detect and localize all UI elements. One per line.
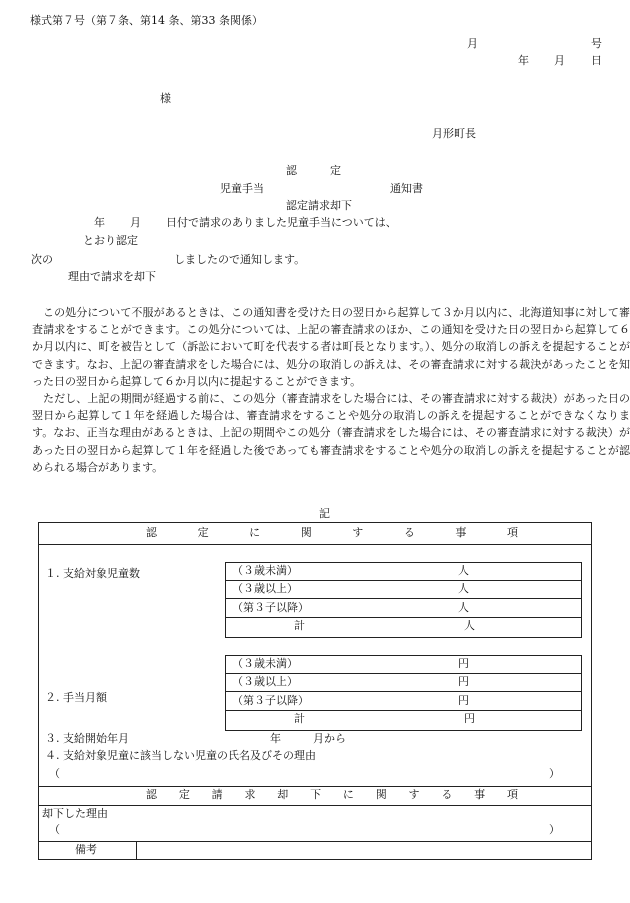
item3-year: 年	[270, 732, 281, 745]
monthly-amount-row-label: （３歳以上）	[232, 675, 298, 689]
title-nintei: 認 定	[286, 164, 341, 177]
body-line3-right: しましたので通知します。	[174, 253, 306, 266]
child-count-box	[225, 562, 582, 638]
remarks-label: 備考	[75, 843, 97, 856]
body-line2: とおり認定	[83, 234, 138, 247]
monthly-amount-row-label: 計	[294, 711, 305, 725]
paragraph-1: この処分について不服があるときは、この通知書を受けた日の翌日から起算して３か月以内に、北海道知事に対して審査請求をすることができます。この処分については、上記の審査請求のほか、この通知を受けた日の翌日から起算して６か月以内に、町を被告として（訴訟において町を代表する者は町長となります。）、処分の取消しの訴えを提起することができます。なお、上記の審査請求をした場合には、処分の取消しの訴えは、その審査請求に対する裁決があったことを知った日の翌日から起算して６か月以内に提起することができます。	[32, 306, 630, 388]
section1-header-char: 事	[455, 526, 467, 539]
item4-paren-open: （	[49, 767, 60, 780]
section2-header	[146, 788, 518, 803]
section1-header-char: 関	[300, 526, 312, 539]
child-count-row-unit: 人	[464, 618, 475, 632]
section1-header	[146, 526, 518, 541]
date-day: 日	[591, 54, 602, 67]
child-count-row-label: （第３子以降）	[232, 600, 309, 614]
title-kyakka: 認定請求却下	[286, 199, 352, 212]
child-count-row-unit: 人	[458, 582, 469, 596]
section1-header-char: す	[352, 526, 364, 539]
section2-header-char: す	[408, 788, 420, 801]
section1-header-char: に	[249, 526, 261, 539]
addressee-suffix: 様	[160, 92, 171, 105]
item2-label: ２. 手当月額	[45, 691, 107, 704]
title-jidou-teate: 児童手当	[220, 182, 264, 195]
section2-header-char: に	[342, 788, 354, 801]
child-count-row	[226, 563, 581, 581]
paragraph-2: ただし、上記の期間が経過する前に、この処分（審査請求をした場合には、その審査請求に対する裁決）があった日の翌日から起算して１年を経過した場合は、審査請求をすることや処分の取消しの訴えを提起することができなくなります。なお、正当な理由があるときは、上記の期間やこの処分（審査請求をした場合には、その審査請求に対する裁決）があった日の翌日から起算して１年を経過した後であっても審査請求をすることや処分の取消しの訴えを提起することが認められる場合があります。	[32, 392, 630, 474]
section2-header-char: 求	[244, 788, 256, 801]
form-number: 様式第７号（第７条、第14 条、第33 条関係）	[30, 14, 263, 27]
issuer: 月形町長	[432, 127, 476, 140]
monthly-amount-box	[225, 655, 582, 731]
child-count-row	[226, 618, 581, 635]
child-count-row-label: 計	[294, 618, 305, 632]
monthly-amount-row-unit: 円	[458, 693, 469, 707]
section2-header-char: 請	[211, 788, 223, 801]
child-count-row	[226, 600, 581, 618]
number-month-label: 月	[467, 37, 478, 50]
child-count-row-label: （３歳以上）	[232, 582, 298, 596]
section1-header-char: 認	[146, 526, 157, 539]
section1-header-char: 項	[506, 526, 518, 539]
body-year: 年	[94, 216, 105, 229]
section2-header-char: る	[441, 788, 453, 801]
item1-label: １. 支給対象児童数	[45, 567, 140, 580]
section2-header-char: 下	[310, 788, 322, 801]
child-count-row-unit: 人	[458, 600, 469, 614]
date-month: 月	[554, 54, 565, 67]
monthly-amount-row	[226, 656, 581, 674]
rejection-paren-open: （	[49, 823, 60, 836]
section1-header-char: 定	[197, 526, 209, 539]
section2-header-char: 関	[375, 788, 387, 801]
rejection-label: 却下した理由	[42, 807, 108, 820]
body-line3-left: 次の	[31, 253, 53, 266]
body-month: 月	[130, 216, 141, 229]
details-table	[38, 522, 592, 860]
number-suffix: 号	[591, 37, 602, 50]
section2-header-char: 認	[146, 788, 157, 801]
child-count-row-label: （３歳未満）	[232, 564, 298, 577]
monthly-amount-row	[226, 674, 581, 692]
child-count-row	[226, 581, 581, 599]
item4-paren-close: ）	[549, 767, 560, 780]
appeal-notice	[32, 304, 630, 476]
body-line1-rest: 日付で請求のありました児童手当については、	[166, 216, 397, 229]
monthly-amount-row	[226, 693, 581, 711]
monthly-amount-row-label: （第３子以降）	[232, 693, 309, 707]
item4-label: ４. 支給対象児童に該当しない児童の氏名及びその理由	[45, 749, 316, 762]
item3-month: 月から	[313, 732, 346, 745]
section2-header-char: 事	[474, 788, 486, 801]
monthly-amount-row-unit: 円	[464, 711, 475, 725]
title-tsuuchisho: 通知書	[390, 182, 423, 195]
section2-header-char: 項	[506, 788, 518, 801]
monthly-amount-row-label: （３歳未満）	[232, 657, 298, 670]
ki-label: 記	[319, 507, 330, 520]
rejection-paren-close: ）	[549, 823, 560, 836]
section2-header-char: 定	[178, 788, 190, 801]
item3-label: ３. 支給開始年月	[45, 732, 129, 745]
body-line4: 理由で請求を却下	[68, 270, 156, 283]
section1-header-char: る	[403, 526, 415, 539]
child-count-row-unit: 人	[458, 564, 469, 577]
date-year: 年	[518, 54, 529, 67]
section2-header-char: 却	[277, 788, 289, 801]
monthly-amount-row-unit: 円	[458, 675, 469, 689]
monthly-amount-row-unit: 円	[458, 657, 469, 670]
monthly-amount-row	[226, 711, 581, 728]
